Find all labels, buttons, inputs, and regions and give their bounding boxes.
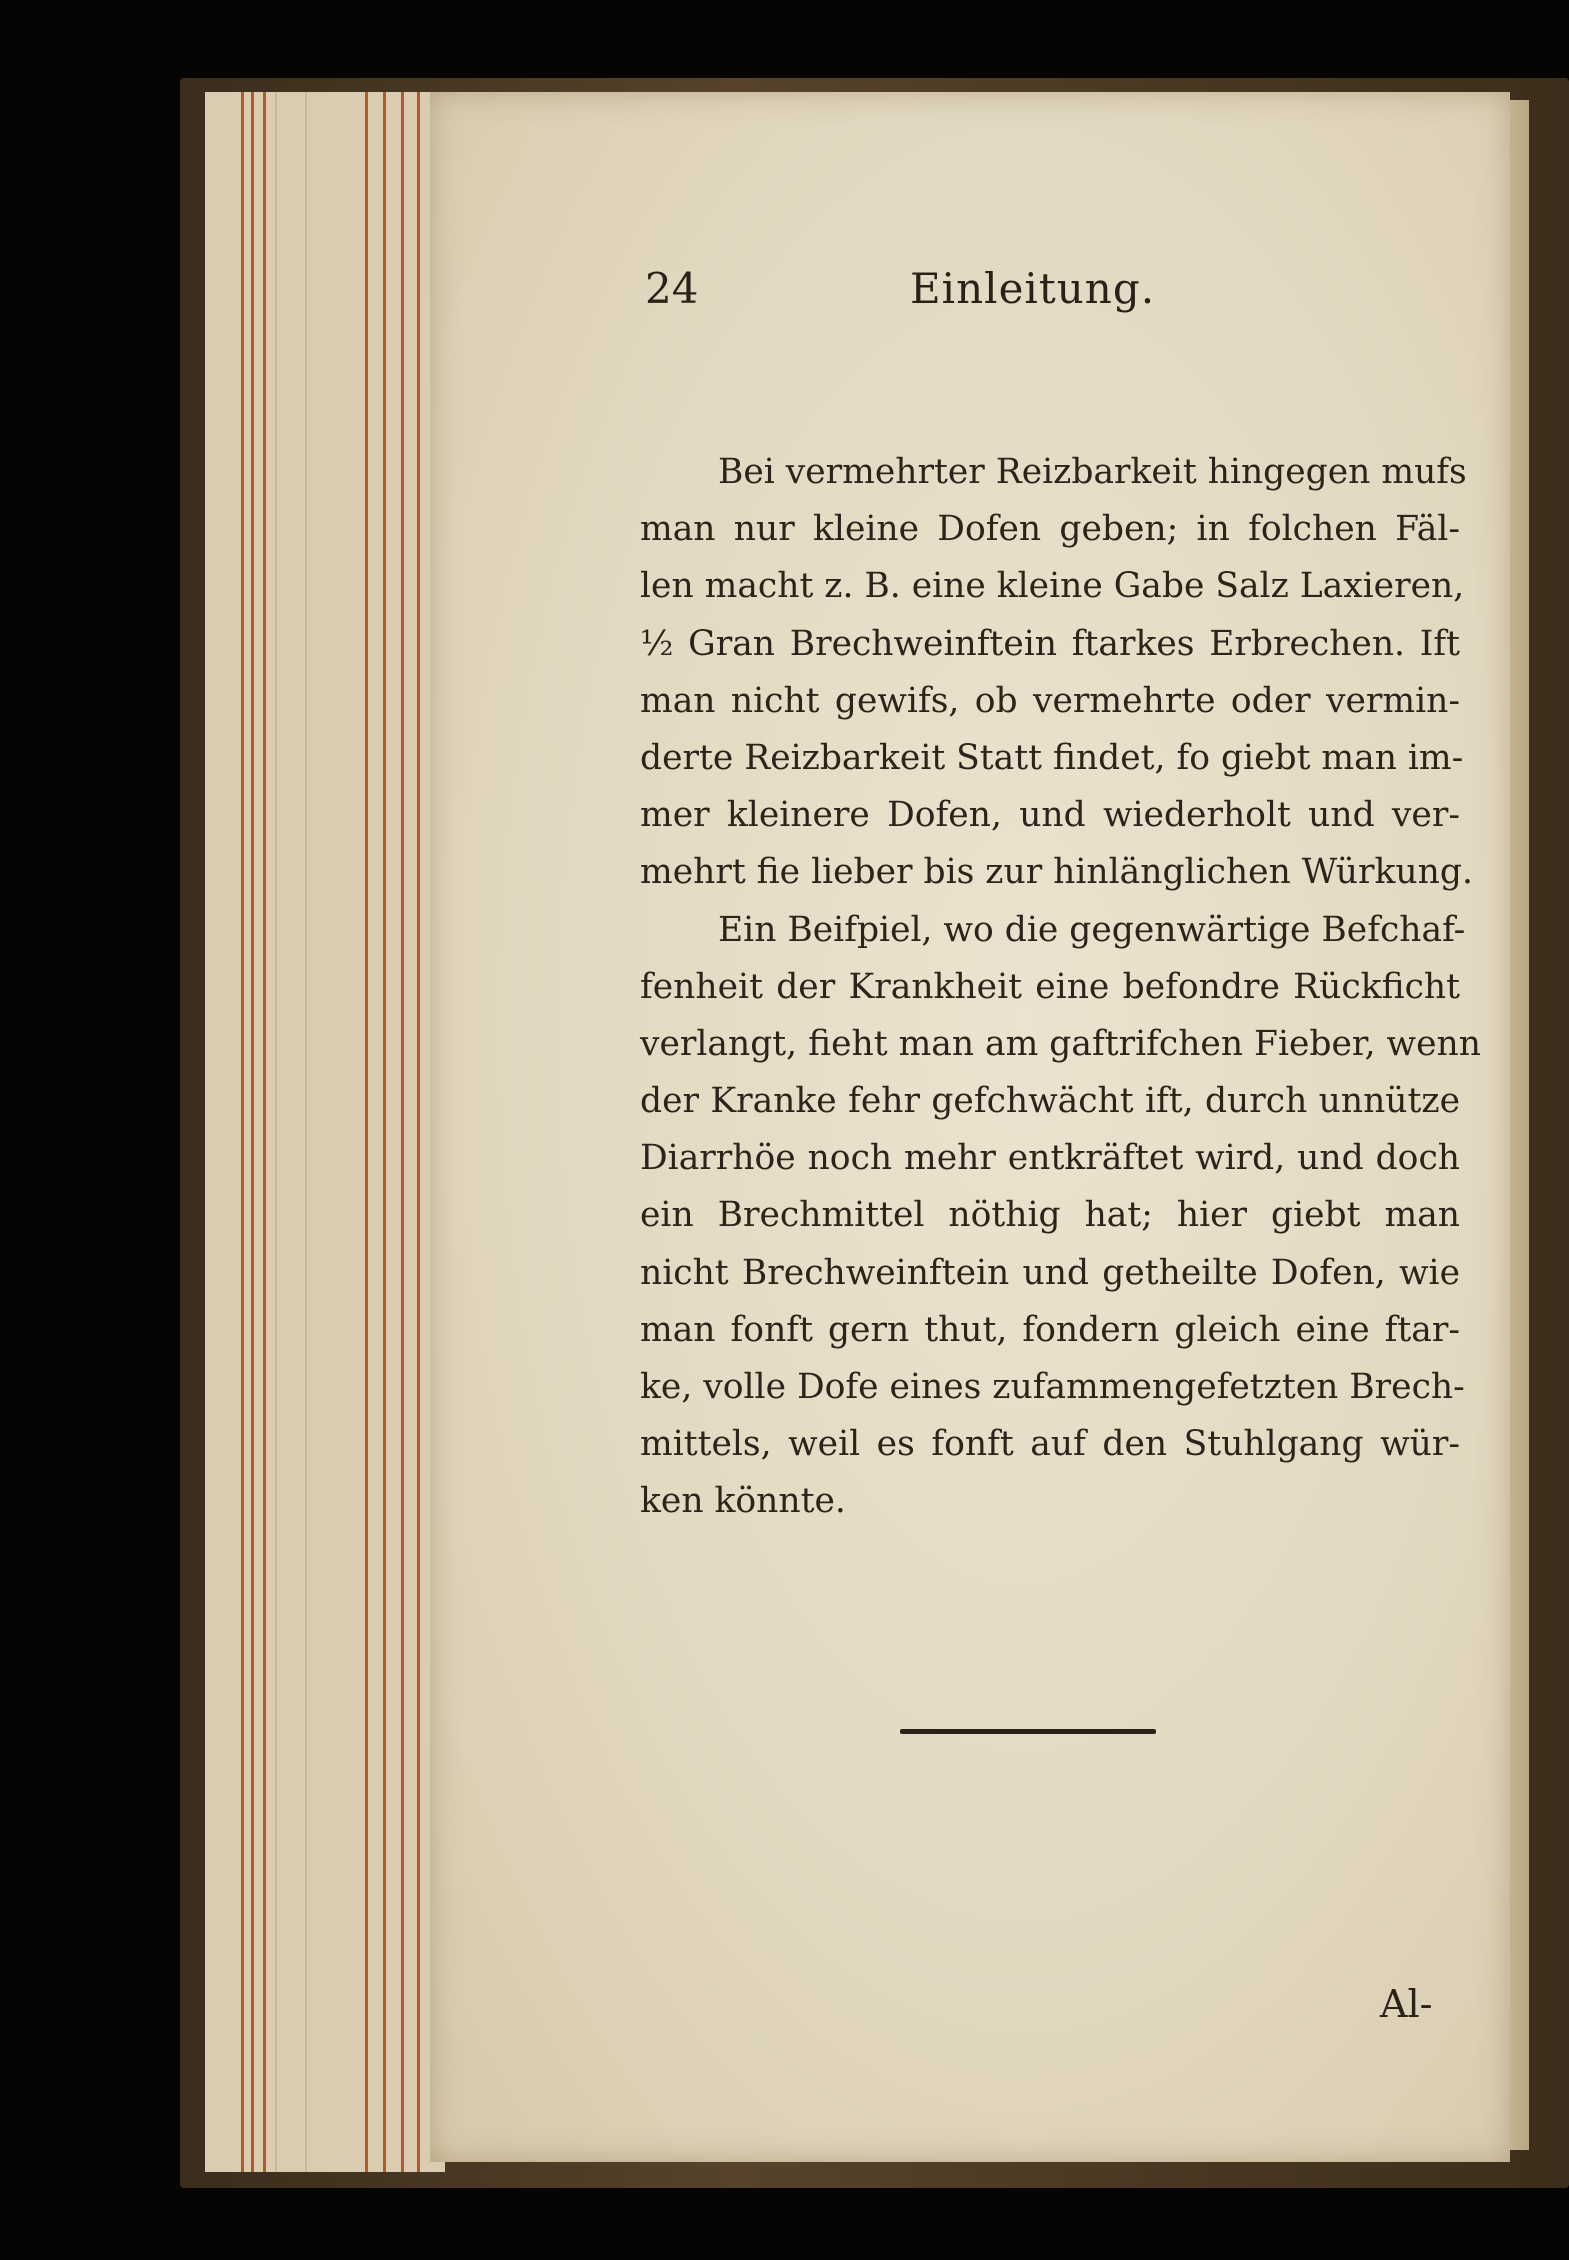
text-line: ken könnte. [640, 1481, 846, 1522]
text-line: Diarrhöe noch mehr entkräftet wird, und doch [640, 1138, 1460, 1179]
text-line: nicht Brechweinftein und getheilte Dofen, wie [640, 1252, 1460, 1293]
page-edge-line [241, 92, 244, 2172]
text-line: man nur kleine Dofen geben; in folchen Fäl- [640, 509, 1460, 550]
running-head: Einleitung. [910, 264, 1156, 313]
book-page [430, 92, 1510, 2162]
page-edge-line [275, 92, 277, 2172]
page-edge-line [383, 92, 386, 2172]
page-edge-line [263, 92, 266, 2172]
text-line: ke, volle Dofe eines zufammengefetzten Brech- [640, 1367, 1465, 1407]
page-edge-line [251, 92, 254, 2172]
page-edge-line [417, 92, 420, 2172]
text-line: derte Reizbarkeit Statt findet, fo giebt man im- [640, 737, 1464, 778]
text-line: mer kleinere Dofen, und wiederholt und ver- [640, 795, 1460, 836]
text-line: len macht z. B. eine kleine Gabe Salz Laxieren, [640, 566, 1465, 607]
section-divider [900, 1729, 1156, 1734]
text-line: man fonft gern thut, fondern gleich eine ftar- [640, 1309, 1460, 1350]
page-edge-line [401, 92, 404, 2172]
body-text [640, 444, 1481, 1531]
page-edge-line [365, 92, 368, 2172]
text-line: man nicht gewifs, ob vermehrte oder vermin- [640, 680, 1460, 721]
catchword: Al- [1380, 1982, 1433, 2026]
text-line: ein Brechmittel nöthig hat; hier giebt man [640, 1195, 1460, 1236]
page-edges [205, 92, 445, 2172]
text-line: ½ Gran Brechweinftein ftarkes Erbrechen. Ift [640, 623, 1460, 664]
page-number: 24 [645, 264, 699, 313]
text-line: fenheit der Krankheit eine befondre Rückficht [640, 966, 1460, 1007]
page-header [645, 264, 1569, 344]
text-line: der Kranke fehr gefchwächt ift, durch unnütze [640, 1081, 1460, 1122]
text-line: Ein Beifpiel, wo die gegenwärtige Befchaf- [718, 909, 1466, 950]
text-line: Bei vermehrter Reizbarkeit hingegen mufs [718, 452, 1467, 492]
text-line: mehrt fie lieber bis zur hinlänglichen Würkung. [640, 852, 1473, 893]
page-edge-line [305, 92, 307, 2172]
text-line: verlangt, fieht man am gaftrifchen Fieber, wenn [640, 1023, 1481, 1064]
text-line: mittels, weil es fonft auf den Stuhlgang wür- [640, 1424, 1460, 1465]
